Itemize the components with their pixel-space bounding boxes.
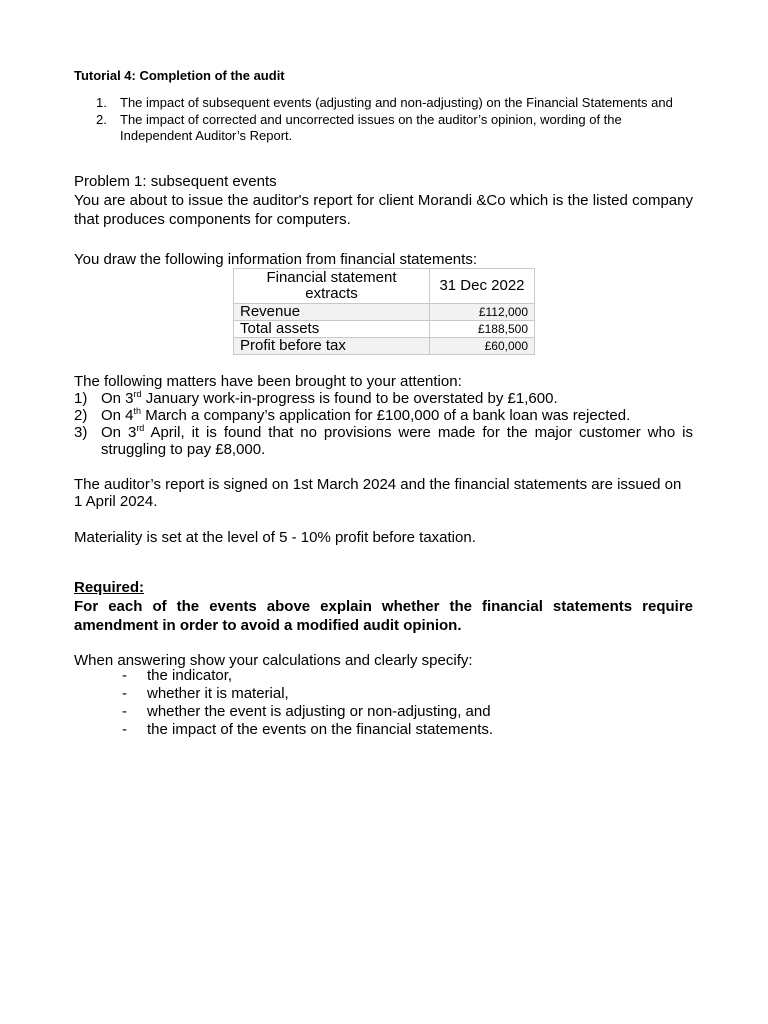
row-label: Profit before tax <box>234 338 430 355</box>
table-header-extracts: Financial statement extracts <box>234 269 430 304</box>
table-header-row <box>234 269 535 304</box>
financial-table <box>233 268 535 355</box>
list-number: 1. <box>96 95 107 110</box>
list-item <box>74 390 693 407</box>
row-value: £188,500 <box>430 321 535 338</box>
required-text: For each of the events above explain whether the financial statements require amendment in order to avoid a modified audit opinion. <box>74 598 693 634</box>
list-text: the impact of the events on the financial statements. <box>147 721 494 738</box>
row-label: Total assets <box>234 321 430 338</box>
list-item <box>122 667 493 685</box>
list-number: 1) <box>74 390 88 407</box>
list-text: the indicator, <box>147 667 233 684</box>
row-value: £60,000 <box>430 338 535 355</box>
list-text: whether the event is adjusting or non-adjusting, and <box>147 703 491 720</box>
matters-section <box>74 373 693 458</box>
table-row <box>234 304 535 321</box>
list-dash: - <box>122 703 127 720</box>
list-text: The impact of subsequent events (adjusting and non-adjusting) on the Financial Statements and <box>120 95 673 110</box>
row-label: Revenue <box>234 304 430 321</box>
matters-intro: The following matters have been brought to your attention: <box>74 373 462 390</box>
list-text: On 3rd January work-in-progress is found to be overstated by £1,600. <box>101 389 558 407</box>
answering-text: When answering show your calculations and clearly specify: <box>74 652 473 669</box>
materiality-text: Materiality is set at the level of 5 - 10% profit before taxation. <box>74 529 476 546</box>
list-text: On 3rd April, it is found that no provisions were made for the major customer who is struggling to pay £8,000. <box>101 423 693 458</box>
table-header-date: 31 Dec 2022 <box>430 269 535 304</box>
list-number: 2) <box>74 407 88 424</box>
required-label: Required: <box>74 579 145 596</box>
list-item <box>74 424 693 458</box>
problem-intro: You are about to issue the auditor's report for client Morandi &Co which is the listed company that produces components for computers. <box>74 192 693 228</box>
list-item <box>122 703 493 721</box>
row-value: £112,000 <box>430 304 535 321</box>
signed-text: The auditor’s report is signed on 1st March 2024 and the financial statements are issued on 1 April 2024. <box>74 476 682 510</box>
page-title: Tutorial 4: Completion of the audit <box>74 68 285 83</box>
list-dash: - <box>122 685 127 702</box>
list-item <box>96 95 686 111</box>
list-dash: - <box>122 721 127 738</box>
list-number: 3) <box>74 424 88 441</box>
list-text: On 4th March a company’s application for £100,000 of a bank loan was rejected. <box>101 406 631 424</box>
list-text: whether it is material, <box>147 685 289 702</box>
problem-heading: Problem 1: subsequent events <box>74 173 277 190</box>
list-item <box>122 721 493 739</box>
list-text: The impact of corrected and uncorrected issues on the auditor’s opinion, wording of the Independent Auditor’s Report. <box>120 112 622 143</box>
draw-text: You draw the following information from financial statements: <box>74 251 477 268</box>
intro-list <box>96 95 686 145</box>
list-item <box>122 685 493 703</box>
list-dash: - <box>122 667 127 684</box>
list-number: 2. <box>96 112 107 127</box>
list-item <box>74 407 693 424</box>
list-item <box>96 112 686 144</box>
specify-list <box>122 667 493 739</box>
table-row <box>234 338 535 355</box>
table-row <box>234 321 535 338</box>
